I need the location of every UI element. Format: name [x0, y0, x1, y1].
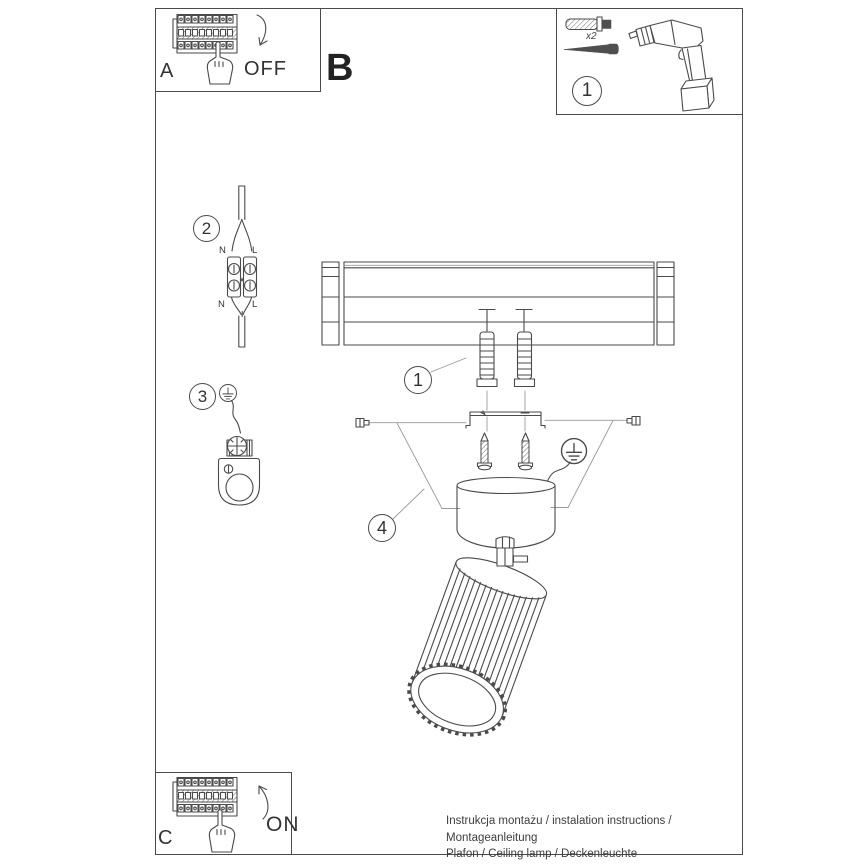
- step-2-number: [193, 215, 220, 242]
- footer-line-1: Instrukcja montażu / instalation instructions / Montageanleitung: [446, 815, 672, 844]
- terminal-n-top-label: N: [219, 245, 226, 256]
- panel-c-action-label: ON: [266, 813, 300, 836]
- main-frame: [155, 8, 743, 855]
- panel-a-label: A: [160, 60, 174, 82]
- step-2-number-text: 2: [201, 218, 212, 238]
- panel-a-box: [155, 8, 321, 92]
- section-b-label: B: [326, 47, 354, 89]
- terminal-n-bottom-label: N: [218, 299, 225, 310]
- anchor-callout-number: [404, 366, 432, 394]
- parts-step-number: [572, 76, 602, 106]
- anchor-qty-label: x2: [586, 31, 597, 42]
- panel-a-action-label: OFF: [244, 58, 287, 80]
- step-3-number-text: 3: [197, 386, 208, 406]
- parts-step-number-text: 1: [581, 80, 593, 101]
- panel-c-label: C: [158, 827, 173, 849]
- terminal-l-top-label: L: [252, 245, 258, 256]
- footer-caption: [446, 813, 738, 863]
- canopy-callout-number: [368, 514, 396, 542]
- anchor-callout-text: 1: [412, 369, 423, 390]
- terminal-l-bottom-label: L: [252, 299, 258, 310]
- canopy-callout-text: 4: [376, 517, 387, 538]
- step-3-number: [189, 383, 216, 410]
- footer-line-2: Plafon / Ceiling lamp / Deckenleuchte: [446, 848, 638, 860]
